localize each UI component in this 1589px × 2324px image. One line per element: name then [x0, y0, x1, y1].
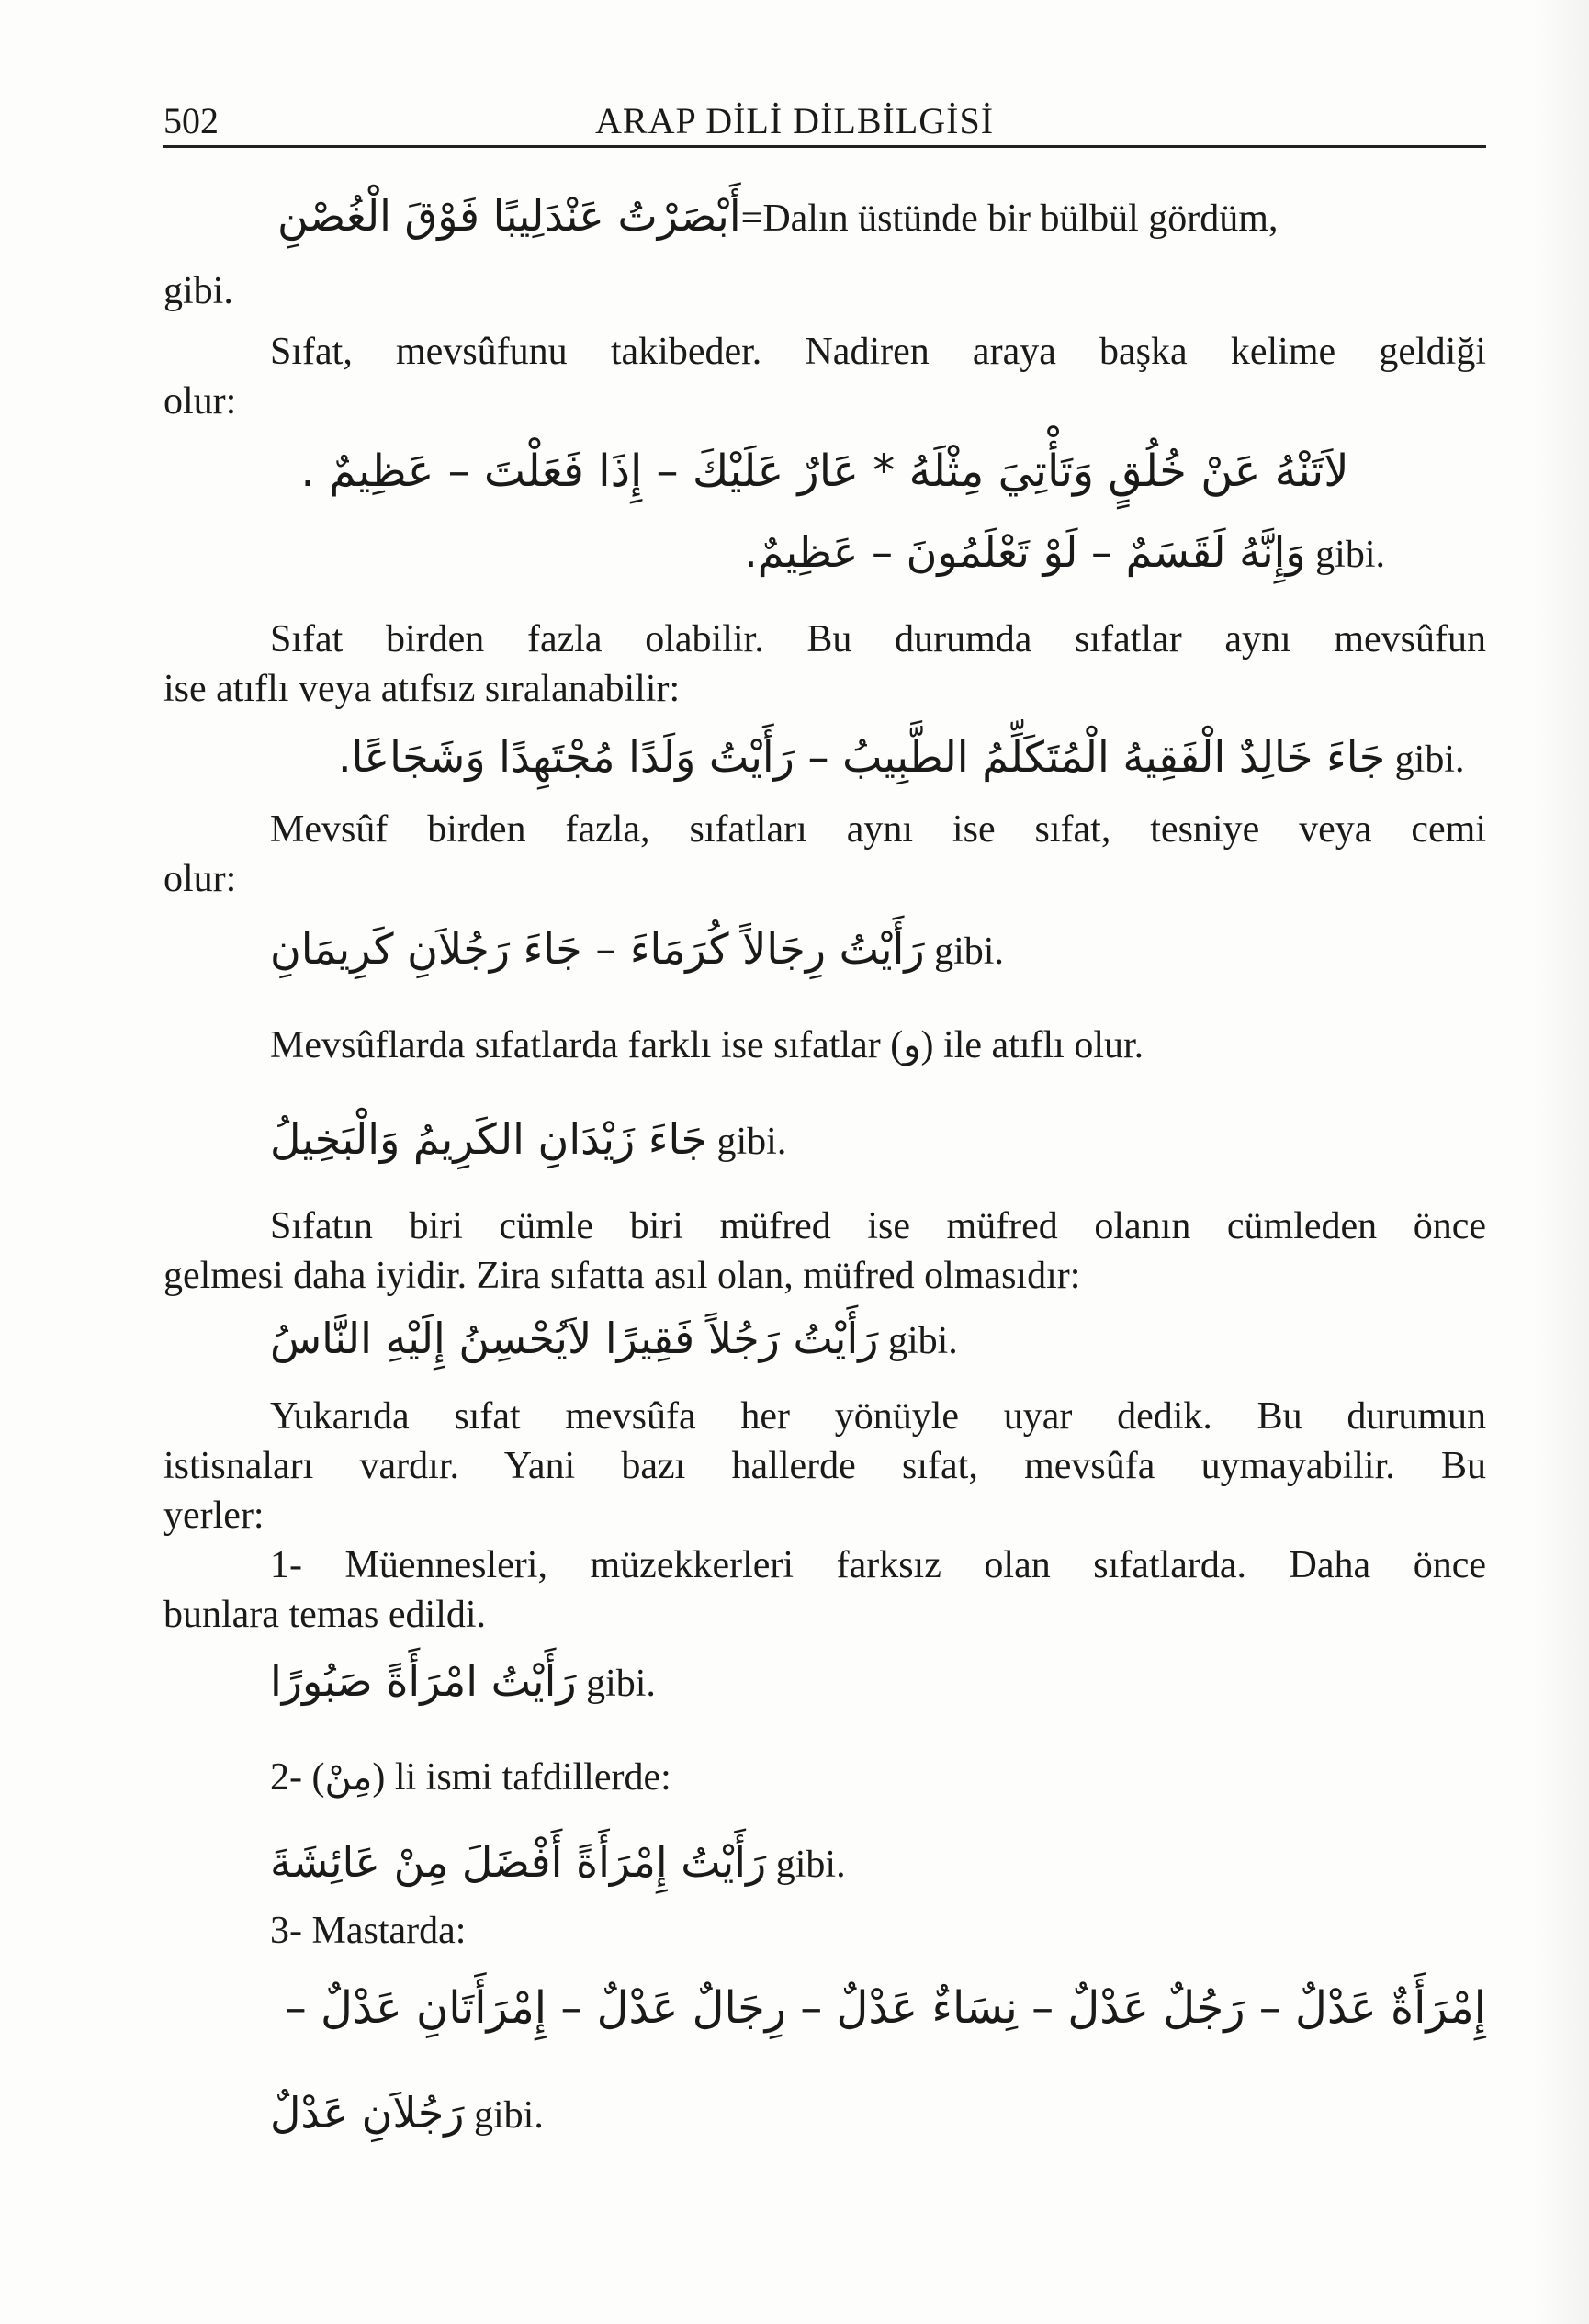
gibi-text: gibi. [474, 2094, 544, 2137]
page-edge-shadow [1534, 0, 1589, 2324]
example-line-2 [163, 520, 1385, 587]
gibi-text: gibi. [775, 1844, 846, 1886]
arabic-example: جَاءَ زَيْدَانِ الكَرِيمُ وَالْبَخِيلُ [270, 1114, 707, 1164]
translation-text: =Dalın üstünde bir bülbül gördüm, [740, 197, 1279, 240]
arabic-verse-line: لاَتَنْهُ عَنْ خُلُقٍ وَتَأْتِيَ مِثْلَهُ * عَارٌ عَلَيْكَ – إِذَا فَعَلْتَ – عَظِيمٌ . [300, 446, 1349, 497]
example-line-5 [163, 1107, 1486, 1174]
arabic-word: مِنْ [324, 1756, 373, 1799]
paragraph-line: Sıfat, mevsûfunu takibeder. Nadiren araya başka kelime geldiği [270, 331, 1486, 373]
text-line: yerler: [163, 1495, 265, 1537]
text-segment: Mevsûflarda sıfatlarda farklı ise sıfatlar ( [270, 1024, 904, 1066]
paragraph-line: Yukarıda sıfat mevsûfa her yönüyle uyar dedik. Bu durumun [270, 1395, 1486, 1438]
paragraph-line: 1- Müennesleri, müzekkerleri farksız olan sıfatlarda. Daha önce [270, 1544, 1486, 1586]
page-body [163, 184, 1486, 2148]
example-line-9 [163, 2081, 1486, 2148]
example-line-1 [163, 184, 1486, 248]
gibi-text: gibi. [934, 931, 1004, 973]
arabic-letter: و [903, 1024, 921, 1066]
arabic-example: رَجُلاَنِ عَدْلٌ [270, 2088, 465, 2138]
arabic-example: أَبْصَرْتُ عَنْدَلِيبًا فَوْقَ الْغُصْنِ [277, 191, 741, 241]
text-line: bunlara temas edildi. [163, 1594, 487, 1636]
arabic-example: جَاءَ خَالِدٌ الْفَقِيهُ الْمُتَكَلِّمُ الطَّبِيبُ – رَأَيْتُ وَلَدًا مُجْتَهِدًا وَشَجَاعًا. [338, 732, 1386, 782]
arabic-example-row: إِمْرَأَةٌ عَدْلٌ – رَجُلٌ عَدْلٌ – نِسَاءٌ عَدْلٌ – رِجَالٌ عَدْلٌ – إِمْرَأَتَانِ عَدْلٌ – [284, 1982, 1486, 2034]
example-line-6 [163, 1306, 1486, 1373]
paragraph-line: Mevsûf birden fazla, sıfatları aynı ise sıfat, tesniye veya cemi [270, 808, 1486, 851]
paragraph-line: istisnaları vardır. Yani bazı hallerde sıfat, mevsûfa uymayabilir. Bu [163, 1445, 1486, 1487]
paragraph-line [163, 1021, 1486, 1070]
text-line: gibi. [163, 270, 233, 312]
example-line-3 [163, 725, 1486, 792]
gibi-text: gibi. [586, 1663, 656, 1705]
text-line: 3- Mastarda: [270, 1910, 467, 1952]
arabic-example: رَأَيْتُ امْرَأَةً صَبُورًا [270, 1656, 577, 1706]
text-line: gelmesi daha iyidir. Zira sıfatta asıl olan, müfred olmasıdır: [163, 1255, 1081, 1297]
text-line: olur: [163, 380, 237, 423]
paragraph-line [163, 1753, 1486, 1802]
text-line: ise atıflı veya atıfsız sıralanabilir: [163, 668, 681, 710]
paragraph-line: Sıfat birden fazla olabilir. Bu durumda sıfatlar aynı mevsûfun [270, 618, 1486, 660]
text-segment: ) ile atıflı olur. [920, 1024, 1144, 1066]
gibi-text: gibi. [1394, 739, 1465, 781]
arabic-example: رَأَيْتُ رَجُلاً فَقِيرًا لاَيُحْسِنُ إِلَيْهِ النَّاسُ [270, 1314, 879, 1363]
arabic-example: رَأَيْتُ رِجَالاً كُرَمَاءَ – جَاءَ رَجُلاَنِ كَرِيمَانِ [270, 924, 925, 974]
arabic-example: وَإِنَّهُ لَقَسَمٌ – لَوْ تَعْلَمُونَ – عَظِيمٌ. [744, 527, 1306, 577]
text-segment: ) li ismi tafdillerde: [372, 1756, 671, 1799]
running-title: ARAP DİLİ DİLBİLGİSİ [595, 100, 995, 141]
gibi-text: gibi. [1315, 534, 1385, 576]
paragraph-line: Sıfatın biri cümle biri müfred ise müfred olanın cümleden önce [270, 1205, 1486, 1247]
arabic-example: رَأَيْتُ إِمْرَأَةً أَفْضَلَ مِنْ عَائِشَةَ [270, 1837, 767, 1887]
gibi-text: gibi. [887, 1320, 958, 1362]
example-line-8 [163, 1830, 1486, 1897]
example-line-4 [163, 917, 1486, 984]
page-number: 502 [163, 100, 219, 141]
text-segment: 2- ( [270, 1756, 325, 1799]
text-line: olur: [163, 858, 237, 900]
example-line-7 [163, 1649, 1486, 1716]
page-header [163, 99, 1486, 148]
gibi-text: gibi. [716, 1121, 787, 1163]
